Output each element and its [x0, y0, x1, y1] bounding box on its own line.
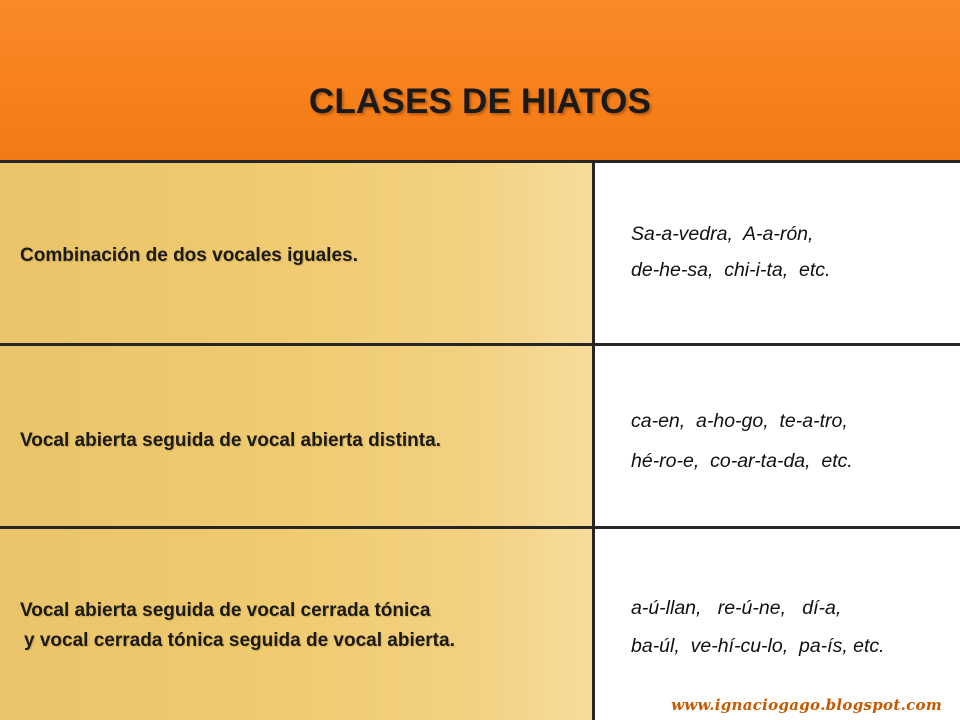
- row-2-description: [0, 426, 441, 456]
- row-2-description-line: Vocal abierta seguida de vocal abierta distinta.: [20, 430, 441, 451]
- row-3-description-line-2: y vocal cerrada tónica seguida de vocal abierta.: [24, 629, 455, 651]
- column-divider: [592, 160, 595, 720]
- row-1-description-cell: [0, 163, 592, 343]
- row-3-examples-cell: [595, 529, 960, 720]
- row-3-description-line-1: Vocal abierta seguida de vocal cerrada tónica: [20, 599, 431, 621]
- row-2-description-cell: [0, 346, 592, 526]
- table-border-top: [0, 160, 960, 163]
- row-2-examples-cell: [595, 346, 960, 526]
- page-title: CLASES DE HIATOS: [308, 82, 652, 121]
- row-3-examples-line-2: ba-úl, ve-hí-cu-lo, pa-ís, etc.: [631, 635, 885, 657]
- row-3-description-cell: [0, 529, 592, 720]
- row-divider-1: [0, 343, 960, 346]
- row-1-examples-cell: [595, 163, 960, 343]
- row-2-examples-line-1: ca-en, a-ho-go, te-a-tro,: [631, 410, 848, 432]
- title-banner: [0, 0, 960, 160]
- row-1-examples-line-2: de-he-sa, chi-i-ta, etc.: [631, 259, 831, 281]
- row-1-description-line: Combinación de dos vocales iguales.: [20, 245, 358, 266]
- row-1-examples-line-1: Sa-a-vedra, A-a-rón,: [631, 223, 814, 245]
- row-divider-2: [0, 526, 960, 529]
- row-2-examples-line-2: hé-ro-e, co-ar-ta-da, etc.: [631, 450, 853, 472]
- row-3-description: [0, 596, 455, 656]
- website-watermark: www.ignaciogago.blogspot.com: [671, 696, 942, 714]
- row-1-description: [0, 241, 358, 271]
- row-3-examples-line-1: a-ú-llan, re-ú-ne, dí-a,: [631, 597, 842, 619]
